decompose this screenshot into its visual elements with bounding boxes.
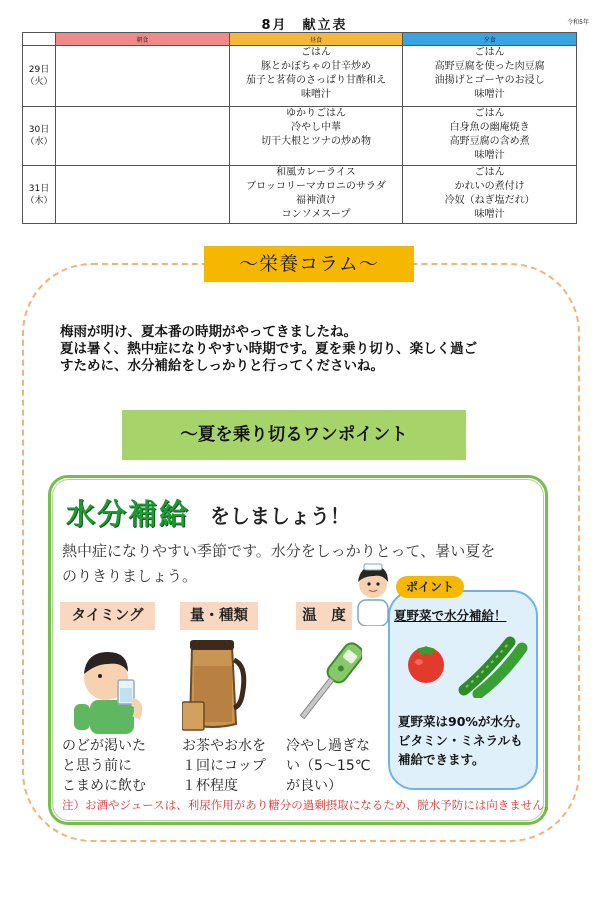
menu-date: 29日 bbox=[28, 65, 50, 75]
menu-date-cell bbox=[23, 166, 56, 224]
caption-line: が良い） bbox=[286, 778, 342, 794]
menu-item: 切干大根とツナの炒め物 bbox=[260, 136, 371, 147]
caption-line: と思う前に bbox=[62, 758, 132, 774]
thermometer-icon bbox=[296, 634, 362, 730]
menu-date-cell bbox=[23, 46, 56, 107]
paragraph-line: 梅雨が明け、夏本番の時期がやってきましたね。 bbox=[60, 324, 357, 340]
boy-drinking-icon bbox=[62, 634, 162, 734]
menu-item: 豚とかぼちゃの甘辛炒め bbox=[260, 61, 371, 72]
menu-dinner-cell bbox=[403, 107, 577, 166]
menu-row bbox=[23, 46, 577, 107]
menu-item: 冷奴（ねぎ塩だれ） bbox=[444, 195, 535, 206]
column-paragraph bbox=[60, 324, 560, 375]
tip-label-timing: タイミング bbox=[60, 602, 155, 630]
tomato-icon bbox=[404, 640, 448, 684]
onepoint-banner: ～夏を乗り切るワンポイント bbox=[122, 410, 466, 460]
page-title: 8月 献立表 bbox=[261, 18, 348, 33]
summer-vegetable-title: 夏野菜で水分補給！ bbox=[394, 608, 507, 623]
menu-item: ゆかりごはん bbox=[285, 108, 346, 119]
tip-caption-amount bbox=[182, 736, 287, 796]
menu-item: ごはん bbox=[474, 108, 505, 119]
menu-item: コンソメスープ bbox=[281, 209, 351, 220]
menu-item: 味噌汁 bbox=[474, 89, 505, 100]
menu-dinner-cell bbox=[403, 46, 577, 107]
info-line: 夏野菜は90%が水分。 bbox=[398, 714, 528, 729]
menu-header-lunch: 昼食 bbox=[229, 33, 403, 46]
menu-item: 茄子と茗荷のさっぱり甘酢和え bbox=[245, 75, 386, 86]
intro-line: のりきりましょう。 bbox=[62, 567, 198, 585]
menu-item: 油揚げとゴーヤのお浸し bbox=[434, 75, 545, 86]
column-banner: ～栄養コラム～ bbox=[204, 246, 414, 282]
caption-line: い（5～15℃ bbox=[286, 758, 371, 774]
warning-note: 注）お酒やジュースは、利尿作用があり糖分の過剰摂取になるため、脱水予防には向きません。 bbox=[62, 798, 556, 812]
caption-line: １回にコップ bbox=[182, 758, 266, 774]
tea-pitcher-icon bbox=[182, 636, 250, 732]
nurse-icon bbox=[350, 560, 396, 626]
hydration-title: 水分補給 bbox=[66, 497, 191, 531]
menu-lunch-cell bbox=[229, 46, 403, 107]
menu-weekday: （火） bbox=[25, 77, 53, 87]
menu-breakfast-cell bbox=[56, 46, 230, 107]
menu-item: 高野豆腐の含め煮 bbox=[449, 136, 530, 147]
caption-line: 冷やし過ぎな bbox=[286, 738, 370, 754]
menu-header-dinner: 夕食 bbox=[403, 33, 577, 46]
tip-label-amount: 量・種類 bbox=[180, 602, 258, 630]
point-tag: ポイント bbox=[396, 576, 464, 598]
tip-caption-temperature bbox=[286, 736, 381, 796]
paragraph-line: すために、水分補給をしっかりと行ってくださいね。 bbox=[60, 358, 384, 374]
era-note: 令和5年 bbox=[567, 19, 589, 26]
menu-item: 高野豆腐を使った肉豆腐 bbox=[434, 61, 545, 72]
caption-line: のどが渇いた bbox=[62, 738, 146, 754]
menu-item: 福神漬け bbox=[295, 195, 336, 206]
menu-lunch-cell bbox=[229, 107, 403, 166]
hydration-title-tail: をしましょう！ bbox=[210, 504, 350, 528]
menu-item: 冷やし中華 bbox=[290, 122, 341, 133]
menu-breakfast-cell bbox=[56, 107, 230, 166]
info-line: 補給できます。 bbox=[398, 752, 485, 767]
menu-weekday: （水） bbox=[25, 137, 53, 147]
menu-date: 31日 bbox=[28, 183, 50, 194]
summer-vegetable-text bbox=[398, 712, 534, 769]
menu-header-breakfast: 朝食 bbox=[56, 33, 230, 46]
menu-item: かれいの煮付け bbox=[454, 181, 525, 192]
menu-item: ブロッコリーマカロニのサラダ bbox=[246, 181, 386, 192]
menu-item: 白身魚の幽庵焼き bbox=[449, 122, 530, 133]
menu-item: 和風カレーライス bbox=[276, 167, 356, 178]
tip-caption-timing bbox=[62, 736, 167, 796]
caption-line: こまめに飲む bbox=[62, 778, 146, 794]
menu-weekday: （木） bbox=[25, 195, 53, 206]
menu-breakfast-cell bbox=[56, 166, 230, 224]
menu-date: 30日 bbox=[28, 125, 50, 135]
menu-header-blank bbox=[23, 33, 56, 46]
menu-item: ごはん bbox=[474, 47, 505, 58]
menu-dinner-cell bbox=[403, 166, 577, 224]
info-line: ビタミン・ミネラルも bbox=[398, 733, 523, 748]
menu-row bbox=[23, 107, 577, 166]
menu-header-row bbox=[23, 33, 577, 46]
hydration-intro bbox=[62, 539, 542, 589]
menu-row bbox=[23, 166, 577, 224]
tip-label-temperature: 温 度 bbox=[296, 602, 352, 630]
menu-item: ごはん bbox=[300, 47, 331, 58]
intro-line: 熱中症になりやすい季節です。水分をしっかりとって、暑い夏を bbox=[62, 542, 496, 560]
menu-item: 味噌汁 bbox=[474, 209, 505, 220]
cucumber-icon bbox=[456, 632, 528, 698]
menu-item: 味噌汁 bbox=[300, 89, 331, 100]
caption-line: １杯程度 bbox=[182, 778, 238, 794]
menu-item: 味噌汁 bbox=[474, 150, 505, 161]
menu-table bbox=[22, 32, 577, 224]
menu-item: ごはん bbox=[474, 167, 505, 178]
paragraph-line: 夏は暑く、熱中症になりやすい時期です。夏を乗り切り、楽しく過ご bbox=[60, 341, 478, 357]
caption-line: お茶やお水を bbox=[182, 738, 266, 754]
menu-date-cell bbox=[23, 107, 56, 166]
menu-lunch-cell bbox=[229, 166, 403, 224]
